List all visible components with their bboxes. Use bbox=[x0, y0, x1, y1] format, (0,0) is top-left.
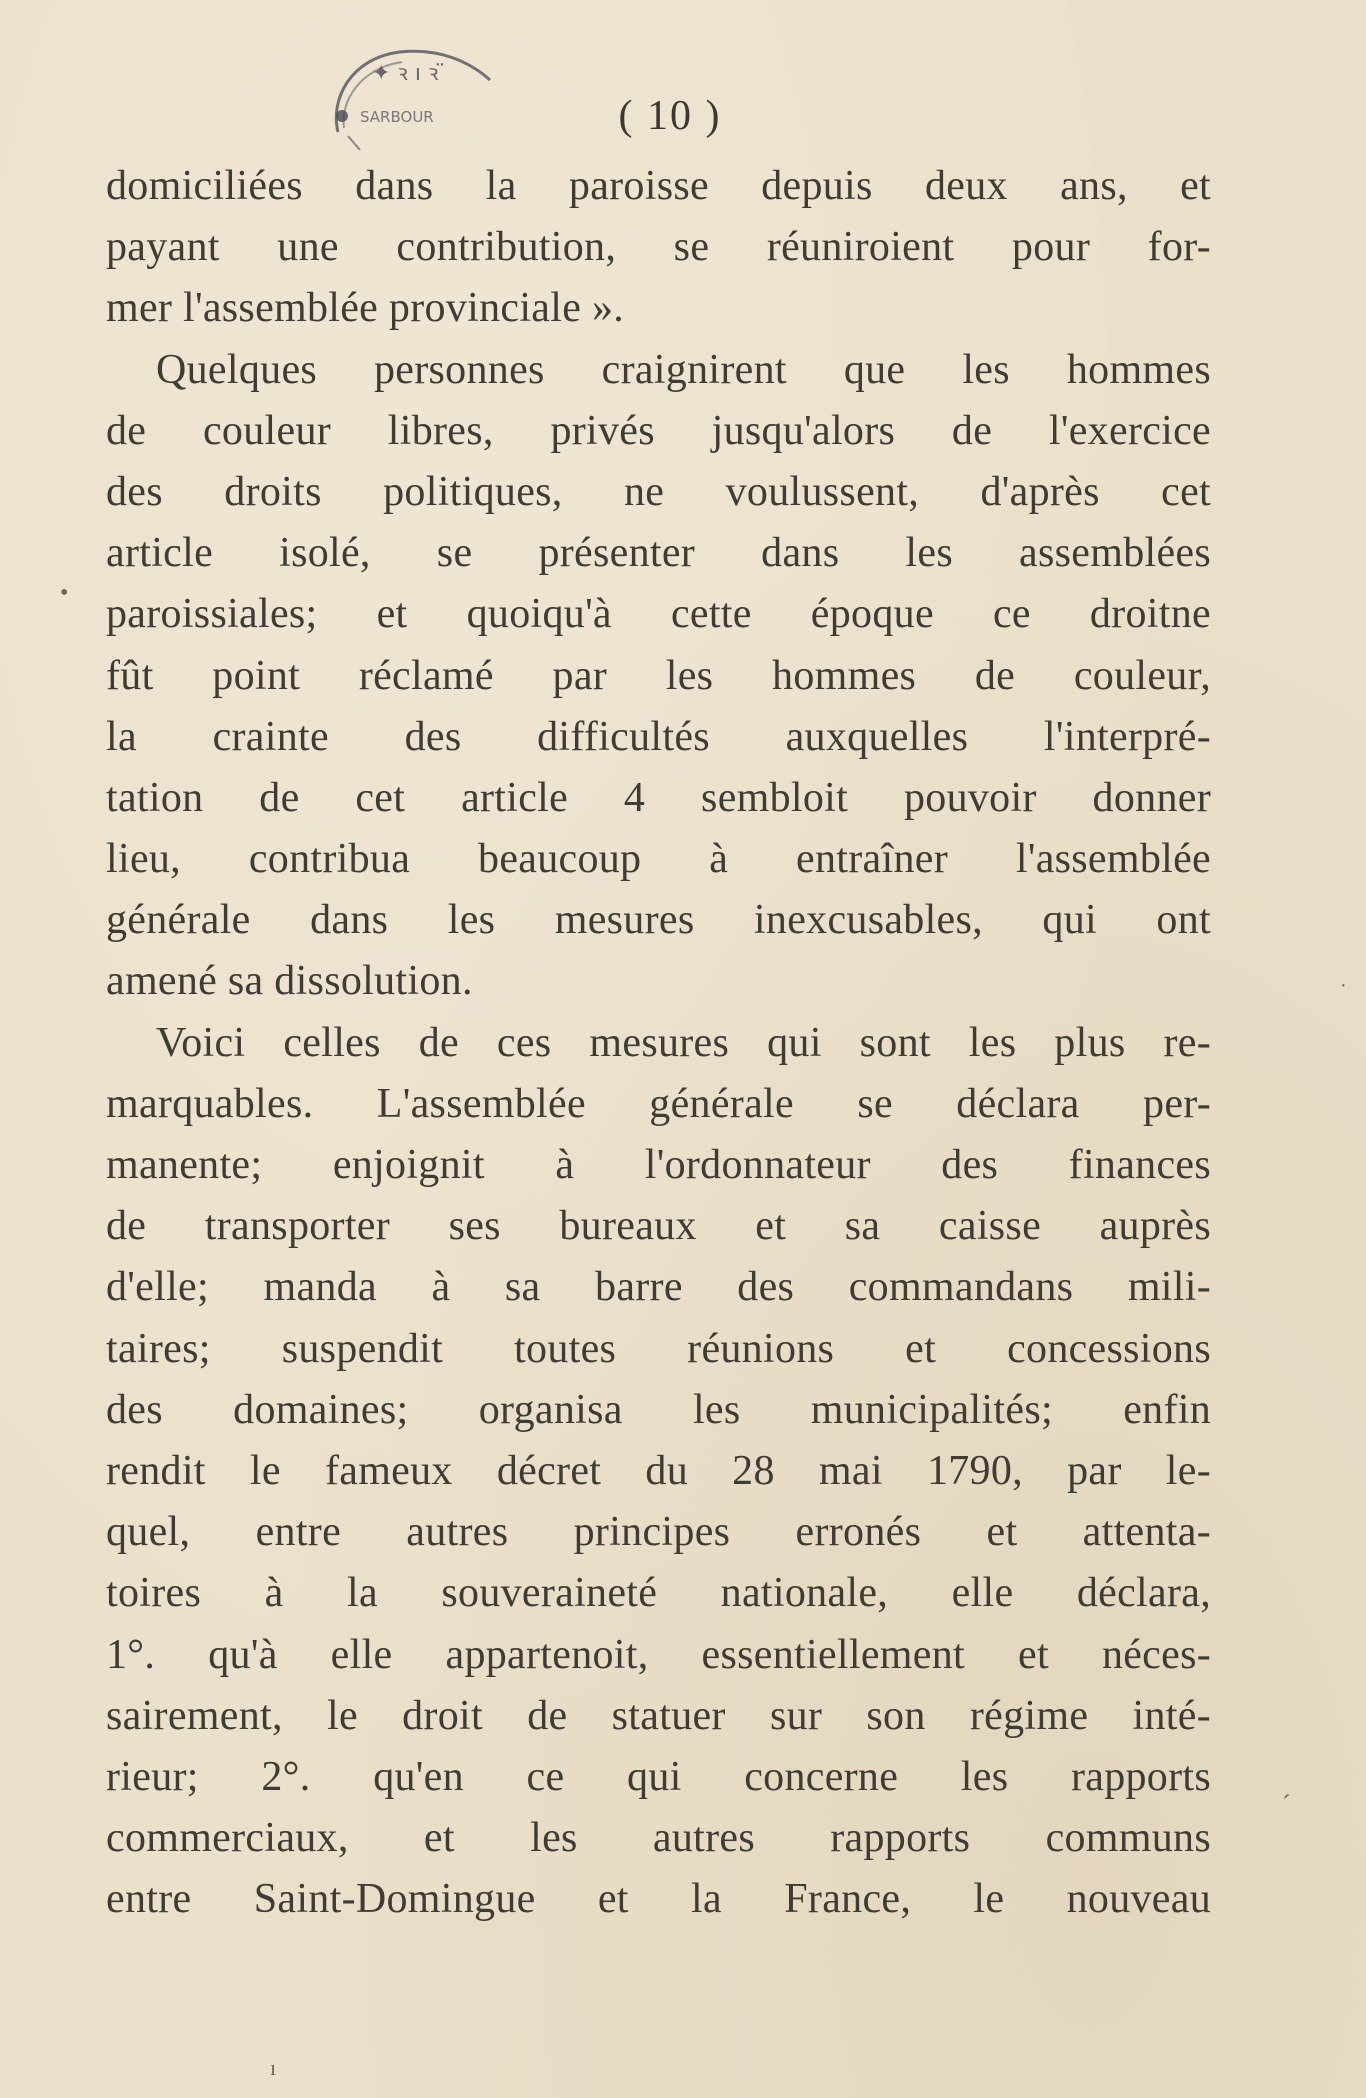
text-line: marquables. L'assemblée générale se déclara per- bbox=[106, 1080, 1211, 1127]
text-line: rendit le fameux décret du 28 mai 1790, par le- bbox=[106, 1447, 1211, 1494]
text-line: domiciliées dans la paroisse depuis deux ans, et bbox=[106, 163, 1211, 209]
ink-speck: ´ bbox=[1282, 1790, 1291, 1819]
library-stamp-icon bbox=[320, 40, 520, 150]
ink-speck: · bbox=[1340, 975, 1347, 997]
text-line: manente; enjoignit à l'ordonnateur des finances bbox=[106, 1142, 1211, 1188]
text-line: fût point réclamé par les hommes de couleur, bbox=[106, 652, 1211, 699]
stamp-text: SARBOUR bbox=[360, 108, 434, 126]
text-line: taires; suspendit toutes réunions et concessions bbox=[106, 1325, 1211, 1372]
text-line: article isolé, se présenter dans les assemblées bbox=[106, 530, 1211, 577]
text-line: tation de cet article 4 sembloit pouvoir donner bbox=[106, 774, 1211, 821]
text-line: la crainte des difficultés auxquelles l'interpré- bbox=[106, 713, 1211, 760]
text-line: Voici celles de ces mesures qui sont les plus re- bbox=[156, 1019, 1211, 1066]
ink-speck: • bbox=[60, 580, 69, 606]
text-line: sairement, le droit de statuer sur son régime inté- bbox=[106, 1692, 1211, 1739]
text-line: 1°. qu'à elle appartenoit, essentiellement et néces- bbox=[106, 1631, 1211, 1678]
text-line: payant une contribution, se réuniroient pour for- bbox=[106, 224, 1211, 271]
text-line: de couleur libres, privés jusqu'alors de l'exercice bbox=[106, 407, 1211, 454]
text-line: quel, entre autres principes erronés et attenta- bbox=[106, 1509, 1211, 1556]
text-line: d'elle; manda à sa barre des commandans mili- bbox=[106, 1264, 1211, 1311]
text-line: paroissiales; et quoiqu'à cette époque ce droitne bbox=[106, 591, 1211, 638]
text-line: mer l'assemblée provinciale ». bbox=[106, 285, 625, 332]
text-line: rieur; 2°. qu'en ce qui concerne les rapports bbox=[106, 1753, 1211, 1800]
text-line: Quelques personnes craignirent que les hommes bbox=[156, 346, 1211, 393]
text-line: des domaines; organisa les municipalités; enfin bbox=[106, 1386, 1211, 1433]
body-text bbox=[106, 156, 1211, 1930]
text-line: lieu, contribua beaucoup à entraîner l'assemblée bbox=[106, 836, 1211, 883]
text-line: toires à la souveraineté nationale, elle déclara, bbox=[106, 1570, 1211, 1617]
text-line: de transporter ses bureaux et sa caisse auprès bbox=[106, 1203, 1211, 1250]
svg-text:✦ ꝛ ı ꝛ ̈: ✦ ꝛ ı ꝛ ̈ bbox=[372, 61, 446, 86]
text-line: amené sa dissolution. bbox=[106, 958, 473, 1005]
text-line: commerciaux, et les autres rapports communs bbox=[106, 1815, 1211, 1862]
text-line: entre Saint-Domingue et la France, le nouveau bbox=[106, 1876, 1211, 1923]
text-line: des droits politiques, ne voulussent, d'après cet bbox=[106, 468, 1211, 515]
ink-speck: ı bbox=[270, 2055, 277, 2080]
page-number: ( 10 ) bbox=[618, 93, 722, 139]
text-line: générale dans les mesures inexcusables, qui ont bbox=[106, 897, 1211, 944]
